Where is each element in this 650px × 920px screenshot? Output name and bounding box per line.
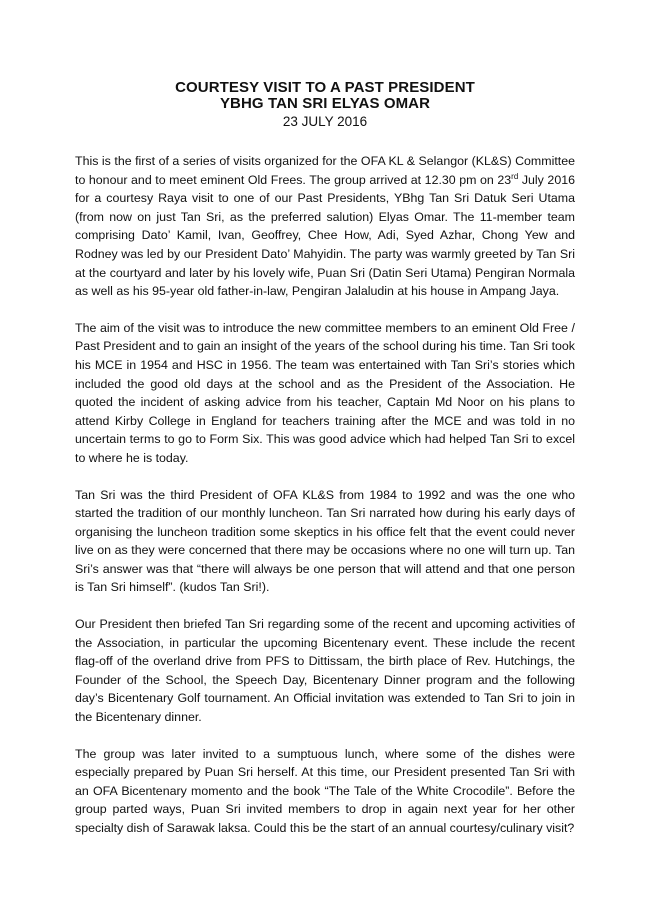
paragraph-5: The group was later invited to a sumptuous lunch, where some of the dishes were especially prepared by Puan Sri herself. At this time, our President presented Tan Sri with an OFA Bicentenary momento and the book “The Tale of the White Crocodile”. Before the group parted ways, Puan Sri invited members to drop in again next year for her other specialty dish of Sarawak laksa. Could this be the start of an annual courtesy/culinary visit? — [75, 746, 575, 835]
paragraph-2: The aim of the visit was to introduce the new committee members to an eminent Old Free / Past President and to gain an insight of the years of the school during his time. Tan Sri took his MCE in 1954 and HSC in 1956. The team was entertained with Tan Sri’s stories which included the good old days at the school and as the President of the Association. He quoted the incident of asking advice from his teacher, Captain Md Noor on his plans to attend Kirby College in England for teachers training after the MCE and was told in no uncertain terms to go to Form Six. This was good advice which had helped Tan Sri to excel to where he is today. — [75, 320, 575, 465]
ordinal-suffix: rd — [511, 171, 519, 181]
document-body — [75, 152, 575, 856]
paragraph-1-text-start: This is the first of a series of visits organized for the OFA KL & Selangor (KL&S) Committee to honour and to meet eminent Old Frees. The group arrived at 12.30 pm on 23 — [75, 154, 575, 187]
document-title-line-2: YBHG TAN SRI ELYAS OMAR — [219, 95, 431, 112]
document-title-line-1: COURTESY VISIT TO A PAST PRESIDENT — [175, 79, 475, 96]
paragraph-1 — [75, 152, 575, 301]
paragraph-4: Our President then briefed Tan Sri regarding some of the recent and upcoming activities of the Association, in particular the upcoming Bicentenary event. These include the recent flag-off of the overland drive from PFS to Dittissam, the birth place of Rev. Hutchings, the Founder of the School, the Speech Day, Bicentenary Dinner program and the following day’s Bicentenary Golf tournament. An Official invitation was extended to Tan Sri to join in the Bicentenary dinner. — [75, 617, 575, 725]
paragraph-3: Tan Sri was the third President of OFA KL&S from 1984 to 1992 and was the one who started the tradition of our monthly luncheon. Tan Sri narrated how during his early days of organising the luncheon tradition some skeptics in his office felt that the event could never live on as they were concerned that there may be occasions where no one will turn up. Tan Sri’s answer was that “there will always be one person that will attend and that one person is Tan Sri himself”. (kudos Tan Sri!). — [75, 487, 575, 595]
document-date: 23 JULY 2016 — [282, 114, 368, 129]
document-header — [0, 80, 650, 130]
paragraph-1-text-end: July 2016 for a courtesy Raya visit to one of our Past Presidents, YBhg Tan Sri Datuk Seri Utama (from now on just Tan Sri, as the preferred salution) Elyas Omar. The 11-member team comprising Dato’ Kamil, Ivan, Geoffrey, Chee How, Adi, Syed Azhar, Chong Yew and Rodney was led by our President Dato’ Mahyidin. The party was warmly greeted by Tan Sri at the courtyard and later by his lovely wife, Puan Sri (Datin Seri Utama) Pengiran Normala as well as his 95-year old father-in-law, Pengiran Jalaludin at his house in Ampang Jaya. — [75, 172, 575, 299]
